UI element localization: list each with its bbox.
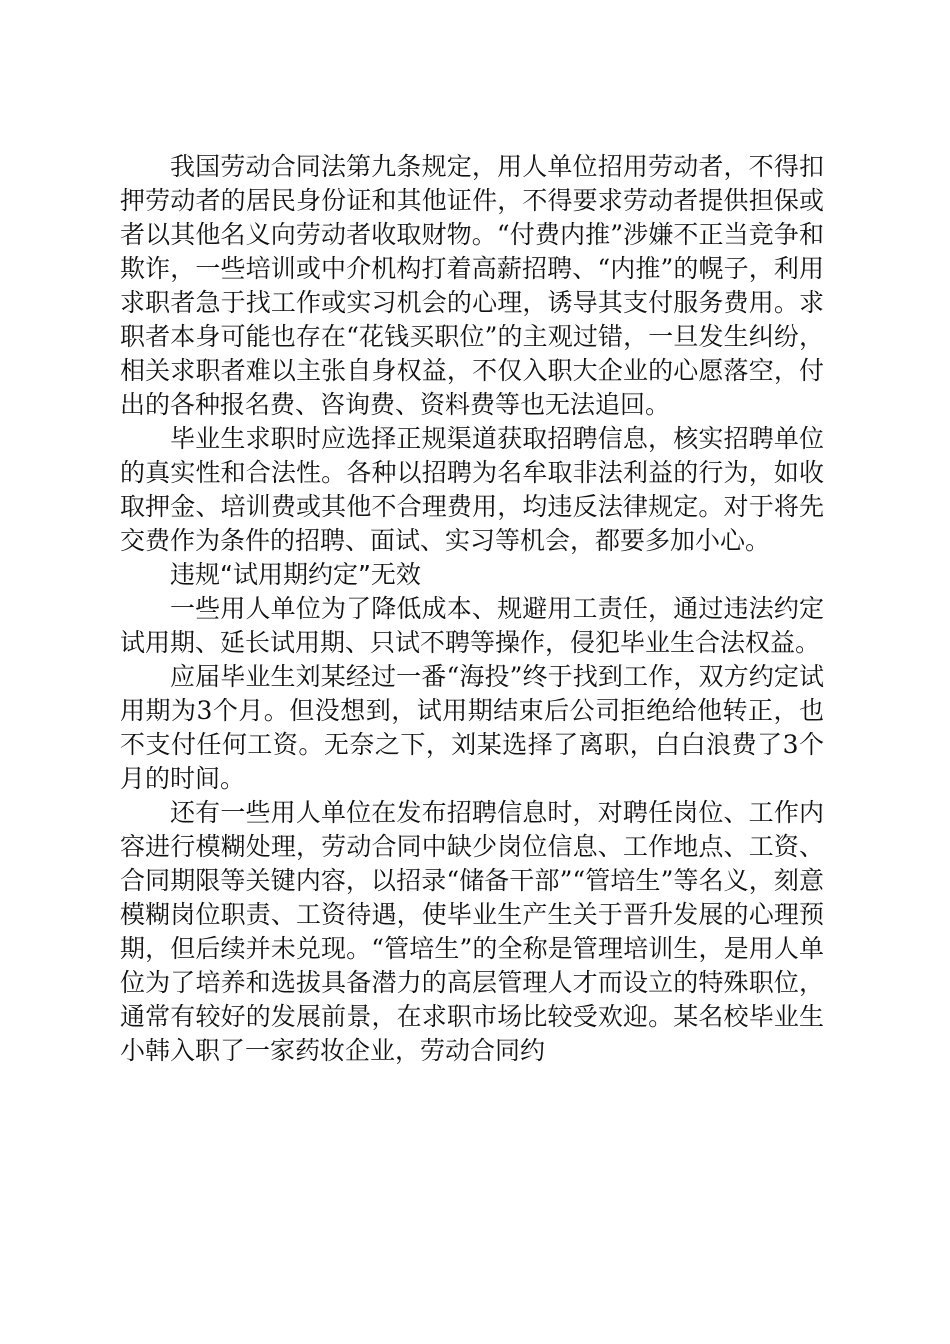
paragraph-liu-case: 应届毕业生刘某经过一番“海投”终于找到工作，双方约定试用期为3个月。但没想到，试用期结束后公司拒绝给他转正，也不支付任何工资。无奈之下，刘某选择了离职，白白浪费了3个月的时间。: [120, 662, 824, 793]
paragraph-labor-law-article-9: 我国劳动合同法第九条规定，用人单位招用劳动者，不得扣押劳动者的居民身份证和其他证件，不得要求劳动者提供担保或者以其他名义向劳动者收取财物。“付费内推”涉嫌不正当竞争和欺诈，一些培训或中介机构打着高薪招聘、“内推”的幌子，利用求职者急于找工作或实习机会的心理，诱导其支付服务费用。求职者本身可能也存在“花钱买职位”的主观过错，一旦发生纠纷，相关求职者难以主张自身权益，不仅入职大企业的心愿落空，付出的各种报名费、咨询费、资料费等也无法追回。: [120, 152, 824, 419]
article-body: [120, 150, 824, 1068]
paragraph-probation-violations: 一些用人单位为了降低成本、规避用工责任，通过违法约定试用期、延长试用期、只试不聘等操作，侵犯毕业生合法权益。: [120, 594, 824, 657]
paragraph-official-channels-advice: 毕业生求职时应选择正规渠道获取招聘信息，核实招聘单位的真实性和合法性。各种以招聘为名牟取非法利益的行为，如收取押金、培训费或其他不合理费用，均违反法律规定。对于将先交费作为条件的招聘、面试、实习等机会，都要多加小心。: [120, 424, 824, 555]
section-heading: 违规“试用期约定”无效: [170, 560, 421, 589]
paragraph-management-trainee: 还有一些用人单位在发布招聘信息时，对聘任岗位、工作内容进行模糊处理，劳动合同中缺少岗位信息、工作地点、工资、合同期限等关键内容，以招录“储备干部”“管培生”等名义，刻意模糊岗位职责、工资待遇，使毕业生产生关于晋升发展的心理预期，但后续并未兑现。“管培生”的全称是管理培训生，是用人单位为了培养和选拔具备潜力的高层管理人才而设立的特殊职位，通常有较好的发展前景，在求职市场比较受欢迎。某名校毕业生小韩入职了一家药妆企业，劳动合同约: [120, 798, 824, 1065]
